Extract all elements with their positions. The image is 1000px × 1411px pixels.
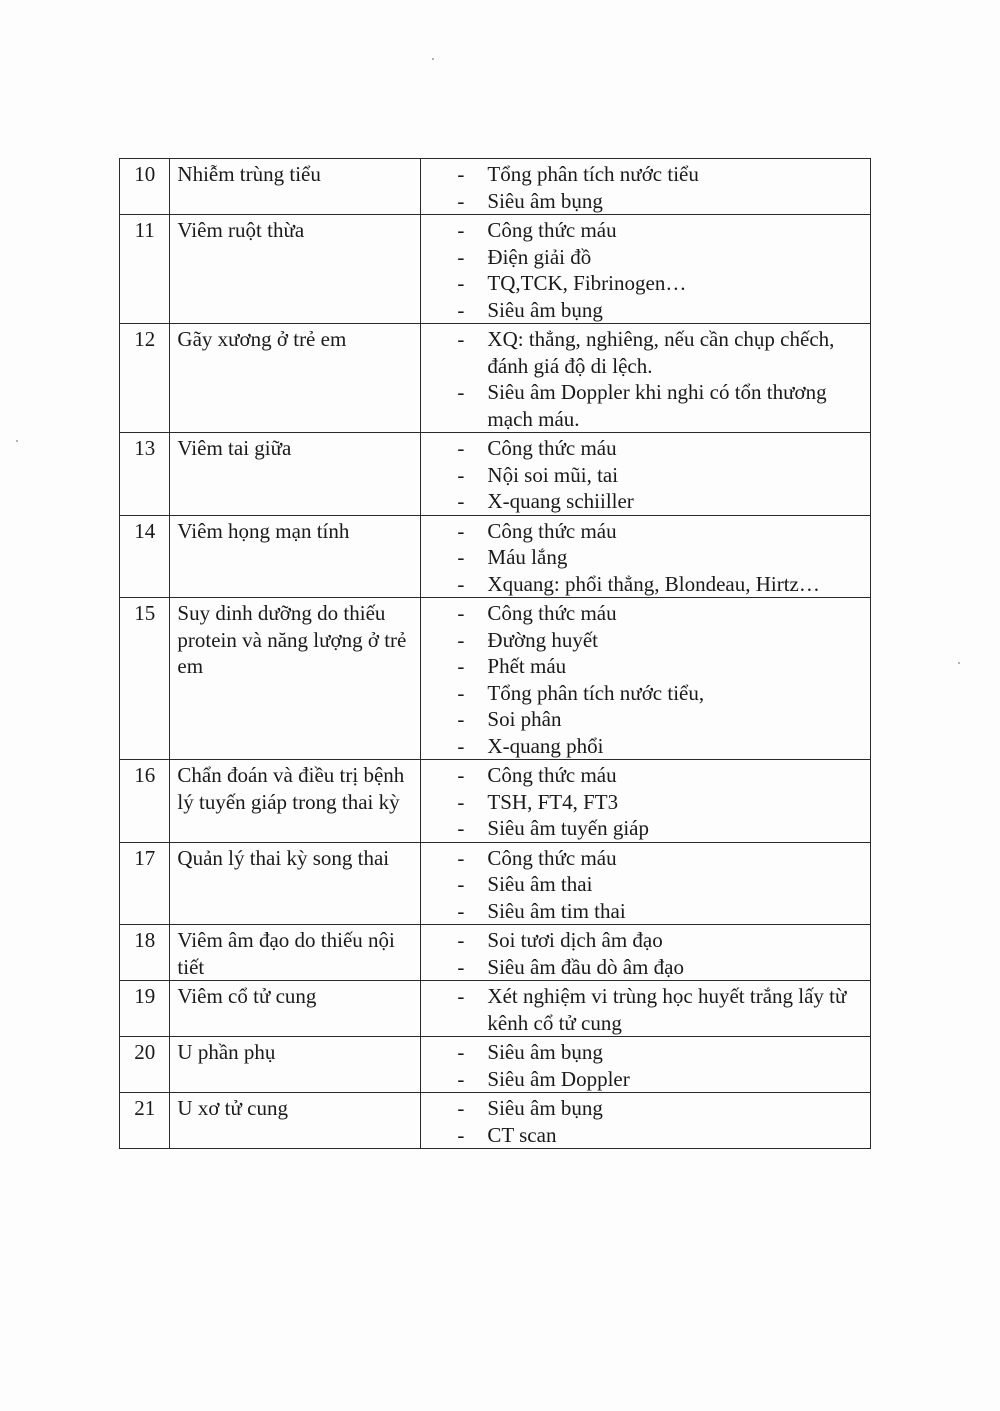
- test-item: - Tổng phân tích nước tiểu,: [425, 680, 866, 707]
- test-item: - Phết máu: [425, 653, 866, 680]
- test-item: - Đường huyết: [425, 627, 866, 654]
- row-number: 20: [120, 1037, 170, 1093]
- test-item: - Công thức máu: [425, 217, 866, 244]
- table-row: [120, 842, 871, 925]
- test-list: [425, 983, 866, 1036]
- tests-cell: [421, 598, 871, 760]
- test-item: - Siêu âm bụng: [425, 1039, 866, 1066]
- test-list: [425, 217, 866, 323]
- test-list: [425, 161, 866, 214]
- test-item: - Xét nghiệm vi trùng học huyết trắng lấy từ kênh cổ tử cung: [425, 983, 866, 1036]
- condition-name: Viêm họng mạn tính: [170, 515, 421, 598]
- test-item: - Siêu âm bụng: [425, 297, 866, 324]
- row-number: 18: [120, 925, 170, 981]
- test-item: - Siêu âm Doppler: [425, 1066, 866, 1093]
- table-row: [120, 324, 871, 433]
- test-item: - Xquang: phổi thẳng, Blondeau, Hirtz…: [425, 571, 866, 598]
- row-number: 14: [120, 515, 170, 598]
- row-number: 11: [120, 215, 170, 324]
- scan-speck: [16, 440, 18, 442]
- test-list: [425, 927, 866, 980]
- test-item: - Siêu âm tuyến giáp: [425, 815, 866, 842]
- scan-speck: [958, 662, 960, 664]
- condition-name: Viêm ruột thừa: [170, 215, 421, 324]
- table-row: [120, 981, 871, 1037]
- table-row: [120, 760, 871, 843]
- table-body: [120, 159, 871, 1149]
- test-item: - Tổng phân tích nước tiểu: [425, 161, 866, 188]
- test-item: - Công thức máu: [425, 518, 866, 545]
- tests-cell: [421, 1037, 871, 1093]
- row-number: 21: [120, 1093, 170, 1149]
- tests-cell: [421, 433, 871, 516]
- test-list: [425, 518, 866, 598]
- test-item: - Siêu âm thai: [425, 871, 866, 898]
- test-item: - Công thức máu: [425, 435, 866, 462]
- condition-name: Suy dinh dưỡng do thiếu protein và năng lượng ở trẻ em: [170, 598, 421, 760]
- test-item: - Công thức máu: [425, 762, 866, 789]
- table-row: [120, 1093, 871, 1149]
- test-item: - Siêu âm bụng: [425, 1095, 866, 1122]
- tests-cell: [421, 760, 871, 843]
- test-item: - Công thức máu: [425, 600, 866, 627]
- table-row: [120, 598, 871, 760]
- test-list: [425, 326, 866, 432]
- table-row: [120, 215, 871, 324]
- test-item: - Siêu âm bụng: [425, 188, 866, 215]
- tests-cell: [421, 1093, 871, 1149]
- table-row: [120, 433, 871, 516]
- row-number: 19: [120, 981, 170, 1037]
- test-item: - CT scan: [425, 1122, 866, 1149]
- test-item: - Nội soi mũi, tai: [425, 462, 866, 489]
- table-row: [120, 1037, 871, 1093]
- tests-cell: [421, 981, 871, 1037]
- tests-cell: [421, 324, 871, 433]
- test-list: [425, 1095, 866, 1148]
- test-item: - Siêu âm đầu dò âm đạo: [425, 954, 866, 981]
- table-row: [120, 925, 871, 981]
- condition-name: Nhiễm trùng tiểu: [170, 159, 421, 215]
- test-item: - TQ,TCK, Fibrinogen…: [425, 270, 866, 297]
- condition-name: Viêm tai giữa: [170, 433, 421, 516]
- test-item: - Điện giải đồ: [425, 244, 866, 271]
- condition-name: Gãy xương ở trẻ em: [170, 324, 421, 433]
- test-list: [425, 600, 866, 759]
- test-item: - Siêu âm tim thai: [425, 898, 866, 925]
- test-list: [425, 762, 866, 842]
- row-number: 13: [120, 433, 170, 516]
- row-number: 15: [120, 598, 170, 760]
- condition-name: U xơ tử cung: [170, 1093, 421, 1149]
- test-item: - Công thức máu: [425, 845, 866, 872]
- test-item: - X-quang schiiller: [425, 488, 866, 515]
- test-item: - Máu lắng: [425, 544, 866, 571]
- test-list: [425, 435, 866, 515]
- tests-cell: [421, 842, 871, 925]
- condition-name: Quản lý thai kỳ song thai: [170, 842, 421, 925]
- test-item: - X-quang phổi: [425, 733, 866, 760]
- test-item: - Siêu âm Doppler khi nghi có tổn thương mạch máu.: [425, 379, 866, 432]
- test-list: [425, 845, 866, 925]
- tests-cell: [421, 925, 871, 981]
- row-number: 17: [120, 842, 170, 925]
- condition-name: U phần phụ: [170, 1037, 421, 1093]
- tests-cell: [421, 515, 871, 598]
- tests-cell: [421, 215, 871, 324]
- condition-name: Viêm cổ tử cung: [170, 981, 421, 1037]
- row-number: 12: [120, 324, 170, 433]
- tests-cell: [421, 159, 871, 215]
- row-number: 16: [120, 760, 170, 843]
- condition-name: Viêm âm đạo do thiếu nội tiết: [170, 925, 421, 981]
- diagnostic-tests-table: [119, 158, 871, 1149]
- test-list: [425, 1039, 866, 1092]
- test-item: - TSH, FT4, FT3: [425, 789, 866, 816]
- row-number: 10: [120, 159, 170, 215]
- test-item: - Soi tươi dịch âm đạo: [425, 927, 866, 954]
- test-item: - XQ: thẳng, nghiêng, nếu cần chụp chếch, đánh giá độ di lệch.: [425, 326, 866, 379]
- test-item: - Soi phân: [425, 706, 866, 733]
- table-row: [120, 159, 871, 215]
- condition-name: Chẩn đoán và điều trị bệnh lý tuyến giáp trong thai kỳ: [170, 760, 421, 843]
- scan-speck: [432, 58, 434, 60]
- table-row: [120, 515, 871, 598]
